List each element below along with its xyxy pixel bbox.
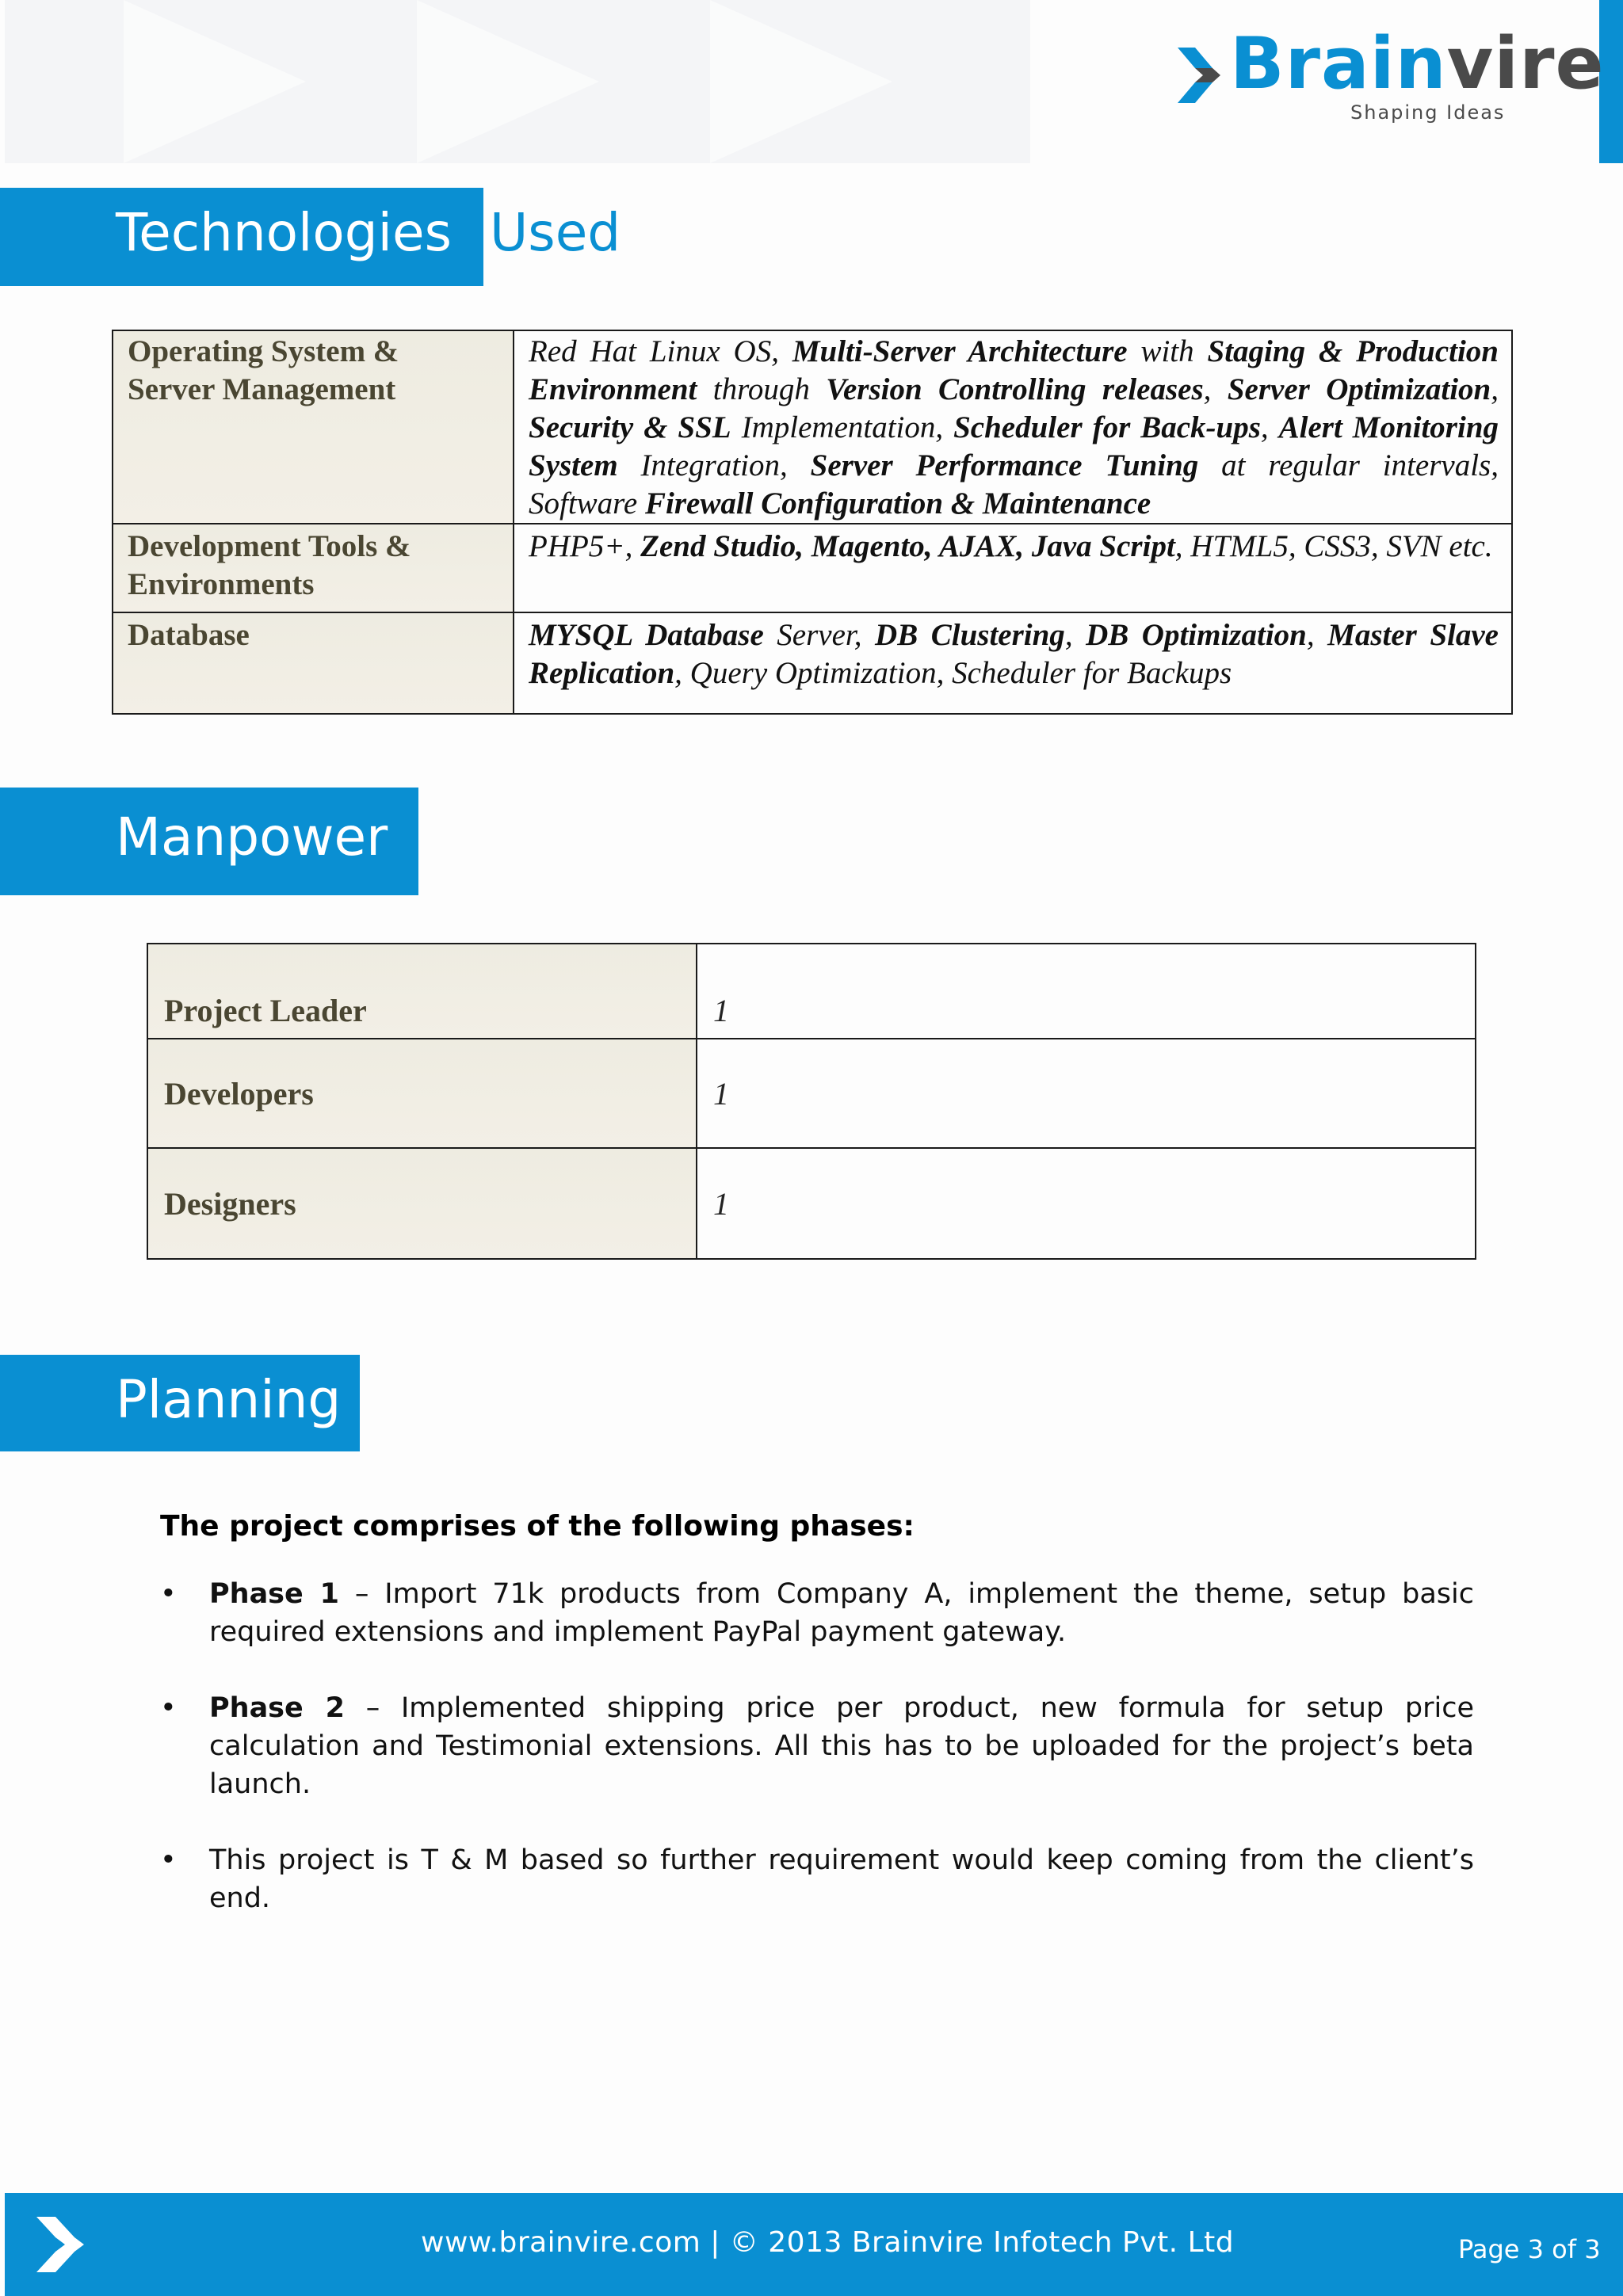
table-row [113,612,1512,714]
bullet-icon: • [160,1844,177,1876]
brainvire-footer-icon [36,2217,84,2272]
section-title-manpower: Manpower [0,788,418,895]
technologies-table [112,330,1513,715]
header-background [5,0,1030,163]
logo-wordmark-part2: vire [1446,22,1605,105]
header-chevron-decoration [710,0,892,163]
header-chevron-decoration [417,0,599,163]
manpower-count: 1 [697,1039,1476,1148]
tech-value-cell [514,612,1512,714]
tech-value-cell [514,524,1512,612]
tech-value-segment: Server Performance Tuning [810,448,1199,482]
tech-value-segment: Zend Studio, Magento, AJAX, Java Script [640,529,1175,563]
tech-value-segment: , [1306,618,1328,652]
tech-label: Environments [128,567,315,601]
tech-value-segment: Multi-Server Architecture [792,334,1128,368]
tech-value-segment: DB Optimization [1086,618,1307,652]
tech-value-segment: at regular intervals, Software [529,448,1499,521]
table-row [113,524,1512,612]
tech-value-segment: , Query Optimization, Scheduler for Backups [674,656,1232,690]
tech-value-segment: , [1260,410,1279,444]
brainvire-logo-icon [1178,48,1220,103]
table-row [147,1039,1476,1148]
page-number: Page 3 of 3 [1458,2234,1601,2264]
list-item [160,1841,1474,1917]
header-chevron-decoration [124,0,306,163]
tech-value-segment: MYSQL Database [529,618,764,652]
planning-intro: The project comprises of the following phases: [160,1510,915,1543]
phase-text: – Implemented shipping price per product, new formula for setup price calculation and Testimonial extensions. All this has to be uploaded for the project’s beta launch. [209,1692,1475,1800]
phase-label: Phase 1 [209,1578,340,1610]
tech-value-segment: Security & SSL [529,410,731,444]
tech-value-cell [514,330,1512,524]
tech-label-cell [113,330,514,524]
tech-value-segment: Firewall Configuration & Maintenance [644,486,1151,521]
tech-value-segment: through [697,372,827,406]
table-row [147,1148,1476,1259]
planning-phase-list [160,1575,1474,1955]
bullet-icon: • [160,1578,177,1610]
tech-value-segment: with [1127,334,1208,368]
logo-wordmark-part1: Brain [1230,22,1447,105]
tech-label-cell [113,524,514,612]
tech-label-cell [113,612,514,714]
tech-value-segment: , [1491,372,1499,406]
logo-wordmark [1230,22,1605,105]
tech-label: Operating System & [128,334,399,368]
tech-value-segment: Server Optimization [1227,372,1491,406]
footer-link-text[interactable]: www.brainvire.com | © 2013 Brainvire Infotech Pvt. Ltd [421,2226,1235,2259]
brainvire-logo [1178,22,1605,135]
table-row [147,944,1476,1039]
manpower-count: 1 [697,944,1476,1039]
phase-label: Phase 2 [209,1692,345,1724]
phase-text: This project is T & M based so further requirement would keep coming from the client’s end. [209,1844,1474,1914]
manpower-role: Designers [147,1148,697,1259]
tech-label: Database [128,618,250,652]
tech-value-segment: Master Slave Replication [529,618,1499,690]
section-title-technologies: Technologies [0,188,483,286]
page-footer [5,2193,1623,2296]
manpower-role: Project Leader [147,944,697,1039]
tech-value-segment: Alert Monitoring System [529,410,1499,482]
tech-value-segment: Integration, [617,448,811,482]
list-item [160,1575,1474,1651]
tech-value-segment: Red Hat Linux OS, [529,334,792,368]
phase-text: – Import 71k products from Company A, implement the theme, setup basic required extensions and implement PayPal payment gateway. [209,1578,1475,1648]
logo-tagline: Shaping Ideas [1350,101,1506,124]
manpower-table [147,943,1476,1260]
tech-value-segment: Server, [763,618,876,652]
section-title-planning: Planning [0,1355,360,1451]
tech-value-segment: Staging & Production Environment [529,334,1499,406]
tech-value-segment: Implementation, [731,410,954,444]
tech-value-segment: PHP5+, [529,529,641,563]
list-item [160,1689,1474,1803]
bullet-icon: • [160,1692,177,1724]
tech-label: Development Tools & [128,529,411,563]
tech-value-segment: , [1064,618,1086,652]
section-title-used: Used [490,202,621,263]
tech-value-segment: , [1203,372,1228,406]
tech-value-segment: DB Clustering [875,618,1065,652]
table-row [113,330,1512,524]
manpower-role: Developers [147,1039,697,1148]
tech-value-segment: , HTML5, CSS3, SVN etc. [1174,529,1493,563]
manpower-count: 1 [697,1148,1476,1259]
tech-value-segment: Version Controlling releases [826,372,1204,406]
tech-label: Server Management [128,372,396,406]
tech-value-segment: Scheduler for Back-ups [953,410,1261,444]
